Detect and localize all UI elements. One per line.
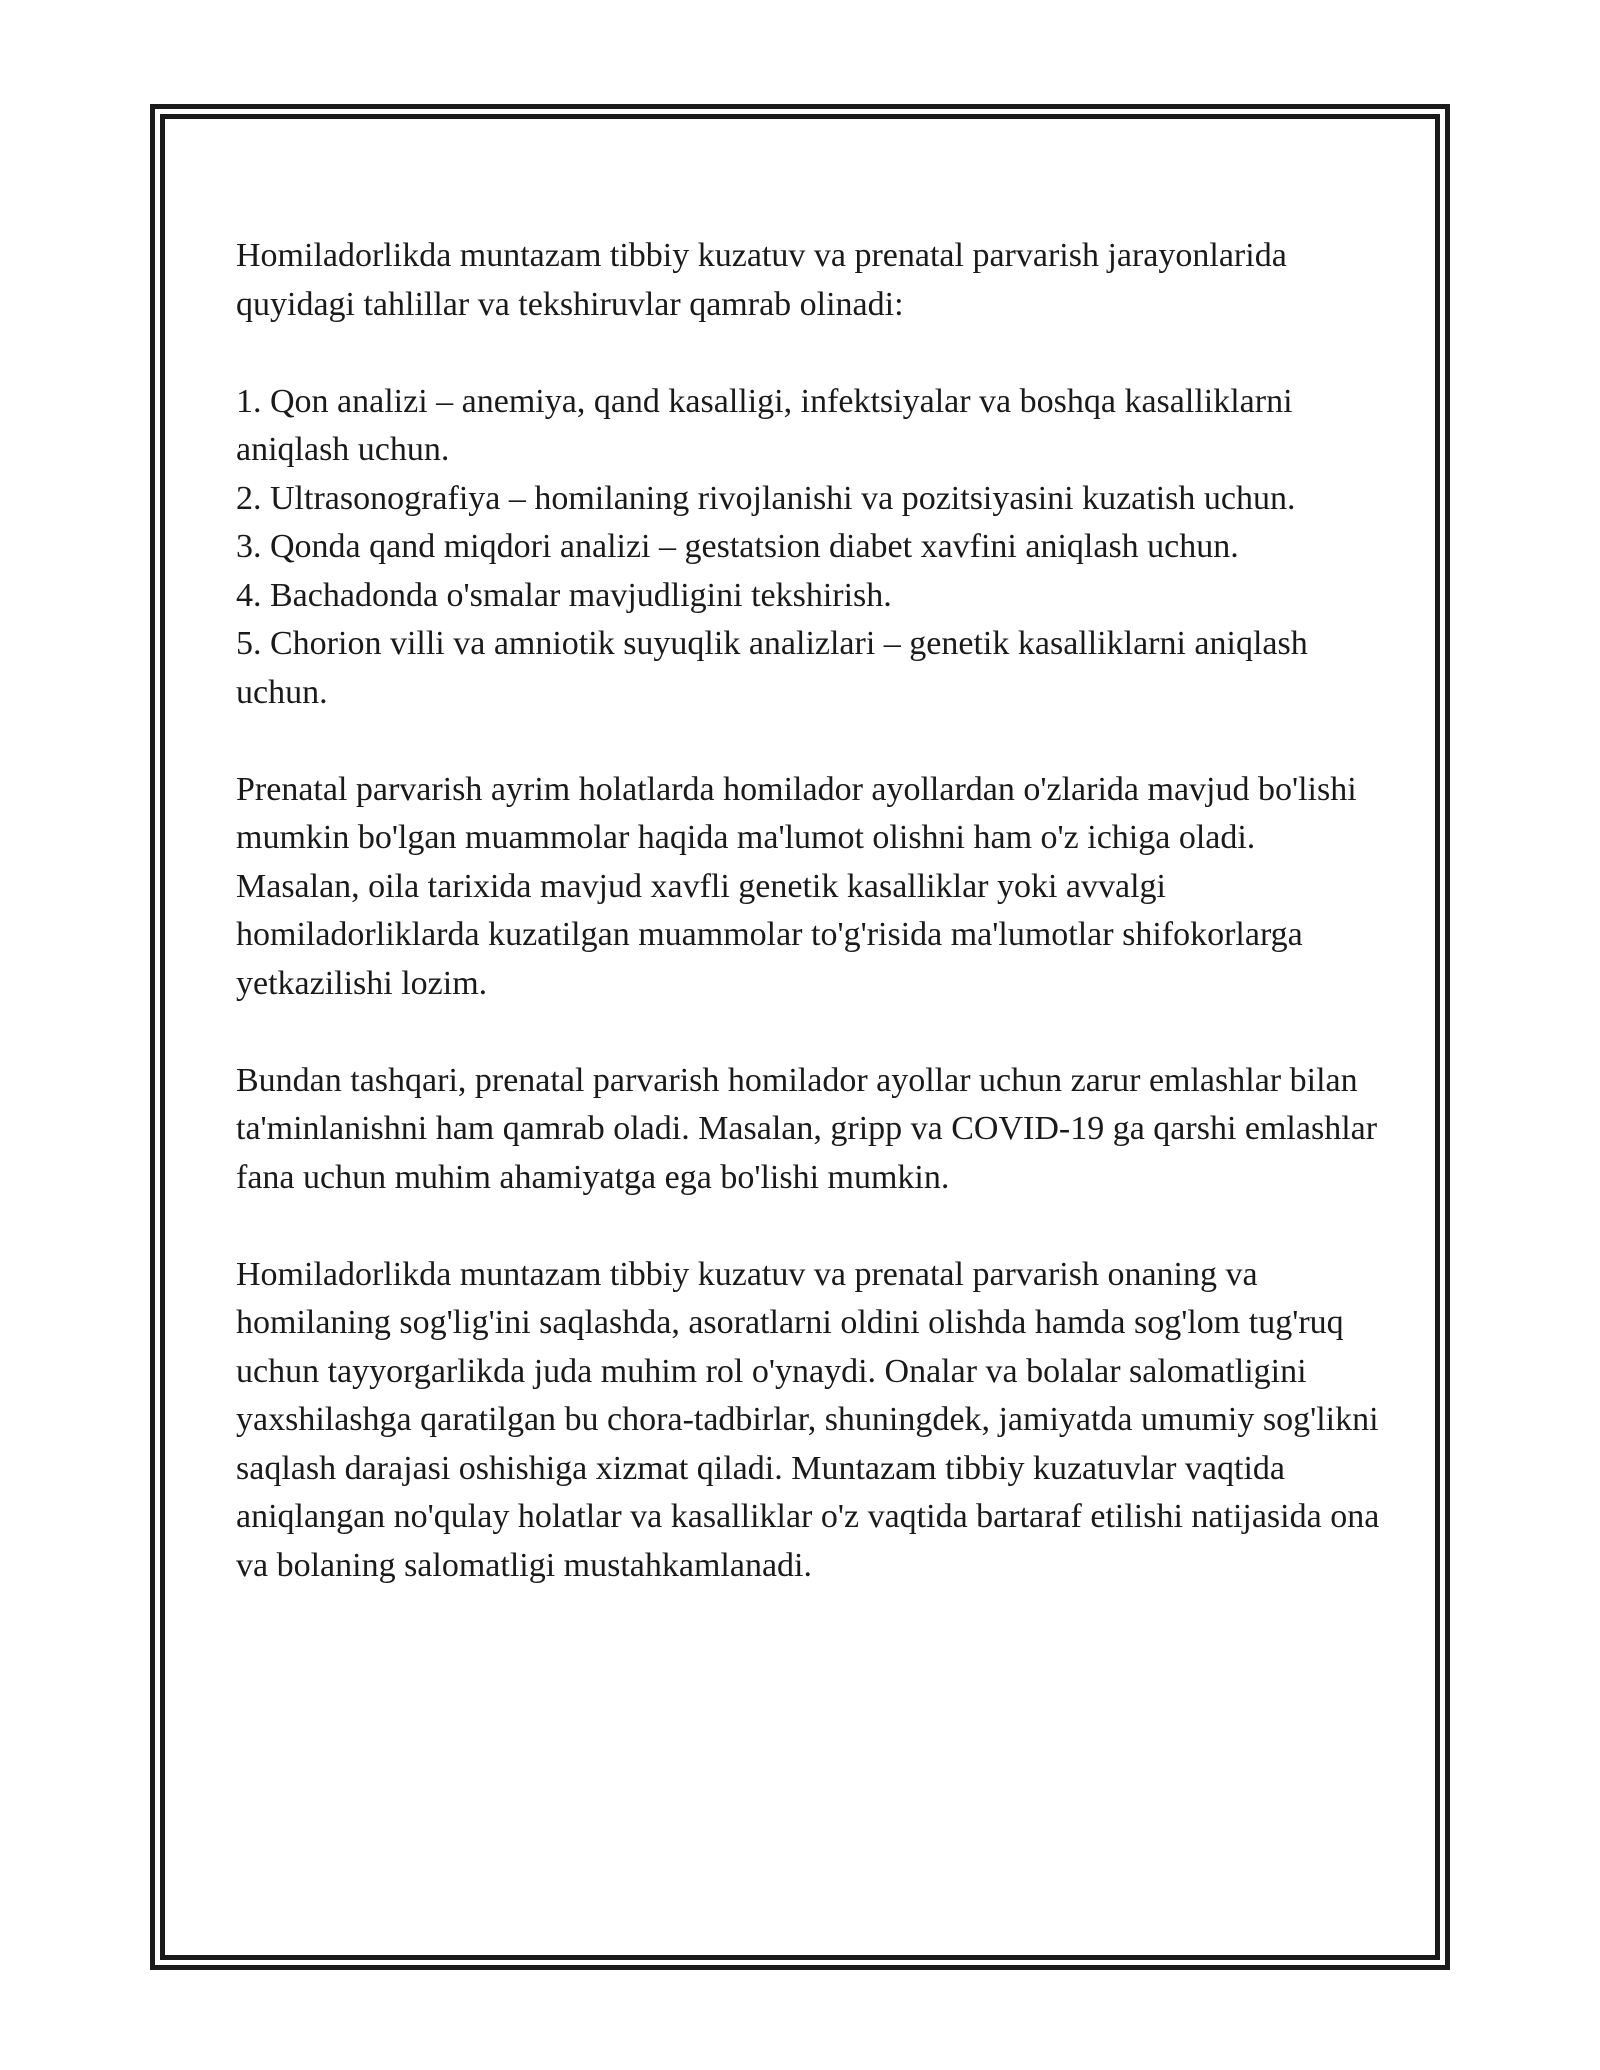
paragraph-spacer — [236, 329, 1381, 378]
list-item: 5. Chorion villi va amniotik suyuqlik analizlari – genetik kasalliklarni aniqlash uchun. — [236, 625, 1308, 711]
body-paragraph: Prenatal parvarish ayrim holatlarda homilador ayollardan o'zlarida mavjud bo'lishi mumkin bo'lgan muammolar haqida ma'lumot olishni ham o'z ichiga oladi. Masalan, oila tarixida mavjud xavfli genetik kasalliklar yoki avvalgi homiladorliklarda kuzatilgan muammolar to'g'risida ma'lumotlar shifokorlarga yetkazilishi lozim. — [236, 770, 1357, 1002]
document-body — [236, 232, 1381, 1590]
list-item: 3. Qonda qand miqdori analizi – gestatsion diabet xavfini aniqlash uchun. — [236, 528, 1239, 565]
paragraph-spacer — [236, 1202, 1381, 1251]
paragraph-spacer — [236, 1008, 1381, 1057]
body-paragraph: Bundan tashqari, prenatal parvarish homilador ayollar uchun zarur emlashlar bilan ta'minlanishni ham qamrab oladi. Masalan, gripp va COVID-19 ga qarshi emlashlar fana uchun muhim ahamiyatga ega bo'lishi mumkin. — [236, 1061, 1378, 1196]
list-item: 2. Ultrasonografiya – homilaning rivojlanishi va pozitsiyasini kuzatish uchun. — [236, 479, 1296, 517]
intro-paragraph: Homiladorlikda muntazam tibbiy kuzatuv va prenatal parvarish jarayonlarida quyidagi tahlillar va tekshiruvlar qamrab olinadi: — [236, 237, 1287, 323]
list-item: 4. Bachadonda o'smalar mavjudligini tekshirish. — [236, 576, 892, 614]
body-paragraph: Homiladorlikda muntazam tibbiy kuzatuv va prenatal parvarish onaning va homilaning sog'lig'ini saqlashda, asoratlarni oldini olishda hamda sog'lom tug'ruq uchun tayyorgarlikda juda muhim rol o'ynaydi. Onalar va bolalar salomatligini yaxshilashga qaratilgan bu chora-tadbirlar, shuningdek, jamiyatda umumiy sog'likni saqlash darajasi oshishiga xizmat qiladi. Muntazam tibbiy kuzatuvlar vaqtida aniqlangan no'qulay holatlar va kasalliklar o'z vaqtida bartaraf etilishi natijasida ona va bolaning salomatligi mustahkamlanadi. — [236, 1255, 1380, 1584]
list-item: 1. Qon analizi – anemiya, qand kasalligi, infektsiyalar va boshqa kasalliklarni aniqlash uchun. — [236, 382, 1293, 468]
paragraph-spacer — [236, 717, 1381, 766]
